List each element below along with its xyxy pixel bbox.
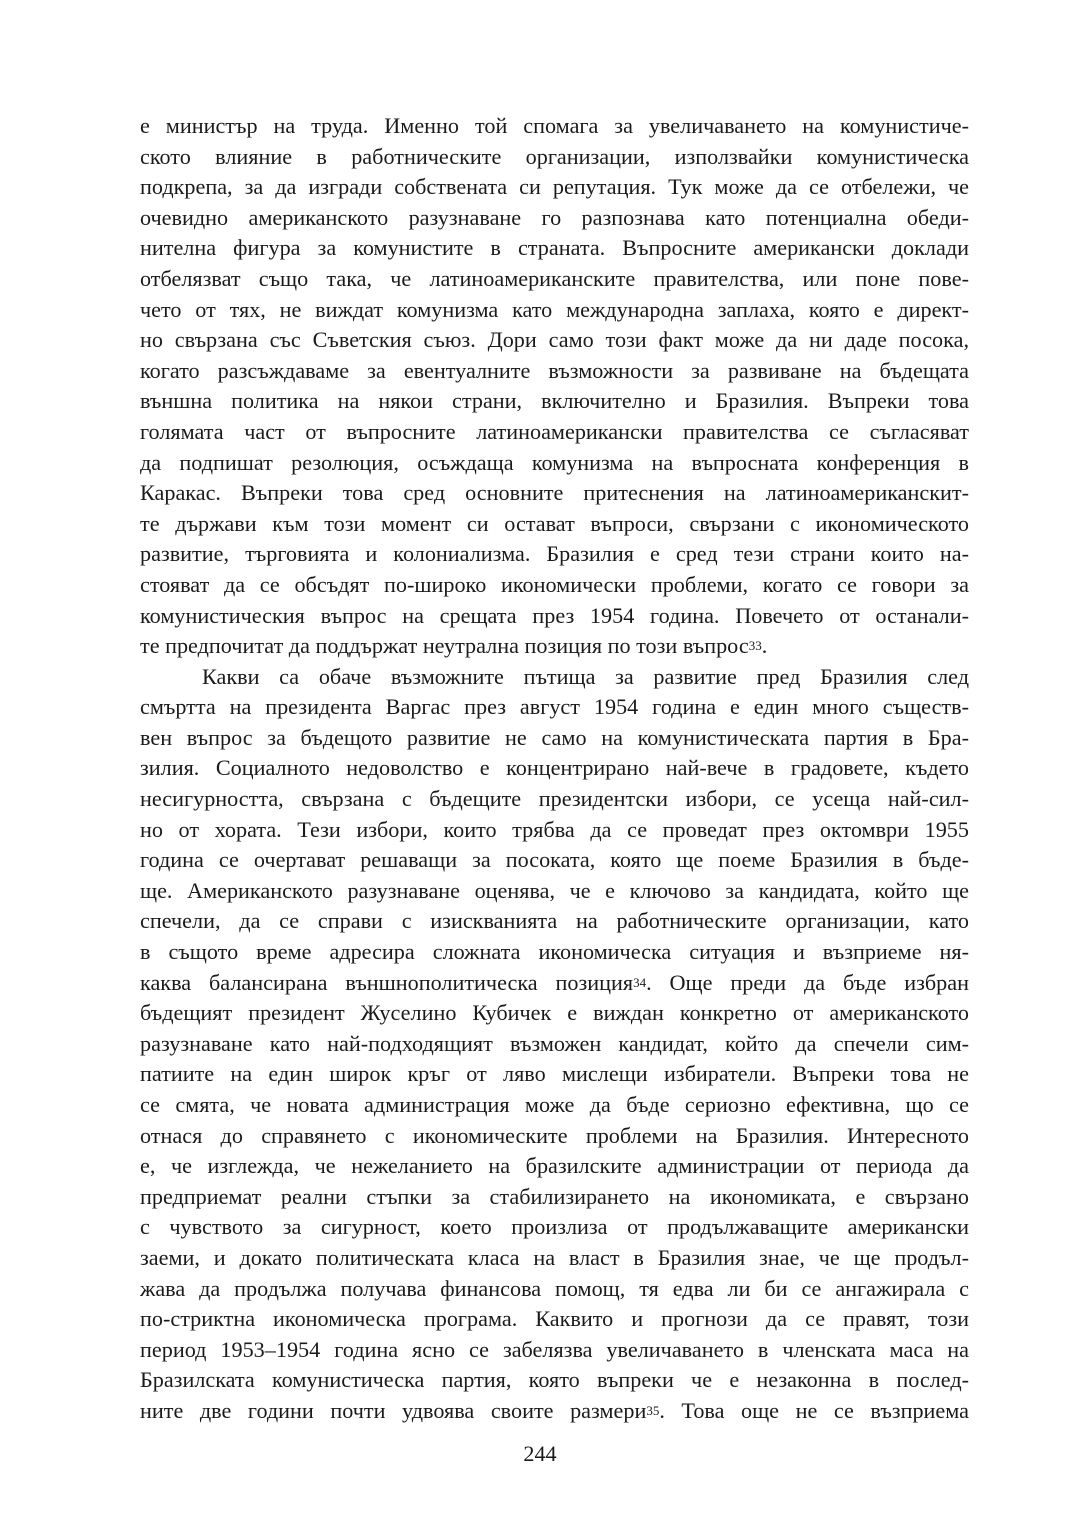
line-text: ните две години почти удвоява своите размери [140, 1397, 647, 1423]
paragraph-2 [140, 662, 969, 1427]
text-line: комунистическия въпрос на срещата през 1954 година. Повечето от останали- [140, 602, 969, 628]
text-line: несигурността, свързана с бъдещите президентски избори, се усеща най-сил- [140, 786, 969, 812]
text-line: отбелязват също така, че латиноамериканските правителства, или поне пове- [140, 265, 969, 291]
line-text: каква балансирана външнополитическа позиция [140, 969, 634, 995]
text-line: се смята, че новата администрация може да бъде сериозно ефективна, що се [140, 1092, 969, 1117]
text-line: нителна фигура за комунистите в страната. Въпросните американски доклади [140, 235, 969, 261]
line-text: те предпочитат да поддържат неутрална позиция по този въпрос [140, 633, 749, 659]
text-line: голямата част от въпросните латиноамерикански правителства се съгласяват [140, 418, 969, 444]
text-line: предприемат реални стъпки за стабилизирането на икономиката, е свързано [140, 1183, 969, 1209]
text-line: с чувството за сигурност, което произлиза от продължаващите американски [140, 1214, 969, 1240]
text-line: но свързана със Съветския съюз. Дори само този факт може да ни даде посока, [140, 327, 969, 353]
text-line: жава да продължа получава финансова помощ, тя едва ли би се ангажирала с [140, 1275, 969, 1301]
text-line: спечели, да се справи с изискванията на работническите организации, като [140, 908, 969, 934]
text-line: зилия. Социалното недоволство е концентрирано най-вече в градовете, където [140, 755, 969, 781]
text-line: период 1953–1954 година ясно се забелязва увеличаването в членската маса на [140, 1336, 969, 1362]
text-line: е министър на труда. Именно той спомага за увеличаването на комунистиче- [140, 113, 969, 138]
text-line: да подпишат резолюция, осъждаща комунизма на въпросната конференция в [140, 449, 969, 475]
text-line: те държави към този момент си остават въпроси, свързани с икономическото [140, 510, 969, 536]
text-line: стояват да се обсъдят по-широко икономически проблеми, когато се говори за [140, 571, 969, 597]
text-line: разузнаване като най-подходящият възможен кандидат, който да спечели сим- [140, 1030, 969, 1056]
text-line: ще. Американското разузнаване оценява, че е ключово за кандидата, който ще [140, 877, 969, 903]
page-number: 244 [523, 1441, 557, 1466]
text-line: година се очертават решаващи за посоката, която ще поеме Бразилия в бъде- [140, 847, 969, 873]
text-line: отнася до справянето с икономическите проблеми на Бразилия. Интересното [140, 1122, 969, 1148]
paragraph-1 [140, 111, 969, 662]
text-line-with-footnote [140, 631, 969, 662]
text-line: Бразилската комунистическа партия, която въпреки че е незаконна в послед- [140, 1367, 969, 1393]
text-line: Какви са обаче възможните пътища за развитие пред Бразилия след [202, 663, 969, 689]
text-line: подкрепа, за да изгради собствената си репутация. Тук може да се отбележи, че [140, 174, 969, 200]
text-line: развитие, търговията и колониализма. Бразилия е сред тези страни които на- [140, 541, 969, 567]
text-line: външна политика на някои страни, включително и Бразилия. Въпреки това [140, 388, 969, 414]
text-line: Каракас. Въпреки това сред основните притеснения на латиноамериканскит- [140, 480, 969, 506]
line-end: . [761, 633, 768, 659]
text-line: чето от тях, не виждат комунизма като международна заплаха, която е директ- [140, 296, 969, 322]
text-line: но от хората. Тези избори, които трябва да се проведат през октомври 1955 [140, 816, 969, 842]
text-line: е, че изглежда, че нежеланието на бразилските администрации от периода да [140, 1153, 969, 1179]
text-line-with-footnote [140, 1396, 969, 1427]
text-line-with-footnote [140, 968, 969, 999]
text-line: когато разсъждаваме за евентуалните възможности за развиване на бъдещата [140, 357, 969, 383]
text-line: очевидно американското разузнаване го разпознава като потенциална обеди- [140, 204, 969, 230]
text-line: заеми, и докато политическата класа на власт в Бразилия знае, че ще продъл- [140, 1244, 969, 1270]
footnote-marker[interactable]: 34 [633, 974, 647, 990]
text-line: вен въпрос за бъдещото развитие не само на комунистическата партия в Бра- [140, 724, 969, 750]
footnote-marker[interactable]: 35 [646, 1402, 660, 1418]
page-body [140, 111, 969, 1427]
text-line: ското влияние в работническите организации, използвайки комунистическа [140, 143, 969, 169]
text-line: в същото време адресира сложната икономическа ситуация и възприеме ня- [140, 939, 969, 965]
footnote-marker[interactable]: 33 [748, 638, 762, 654]
text-line: по-стриктна икономическа програма. Каквито и прогнози да се правят, този [140, 1306, 969, 1332]
text-line: смъртта на президента Варгас през август 1954 година е един много съществ- [140, 694, 969, 720]
text-line: бъдещият президент Жуселино Кубичек е виждан конкретно от американското [140, 1000, 969, 1026]
line-text: . Още преди да бъде избран [646, 969, 969, 995]
text-line: патиите на един широк кръг от ляво мислещи избиратели. Въпреки това не [140, 1061, 969, 1087]
line-text: . Това още не се възприема [659, 1397, 969, 1423]
